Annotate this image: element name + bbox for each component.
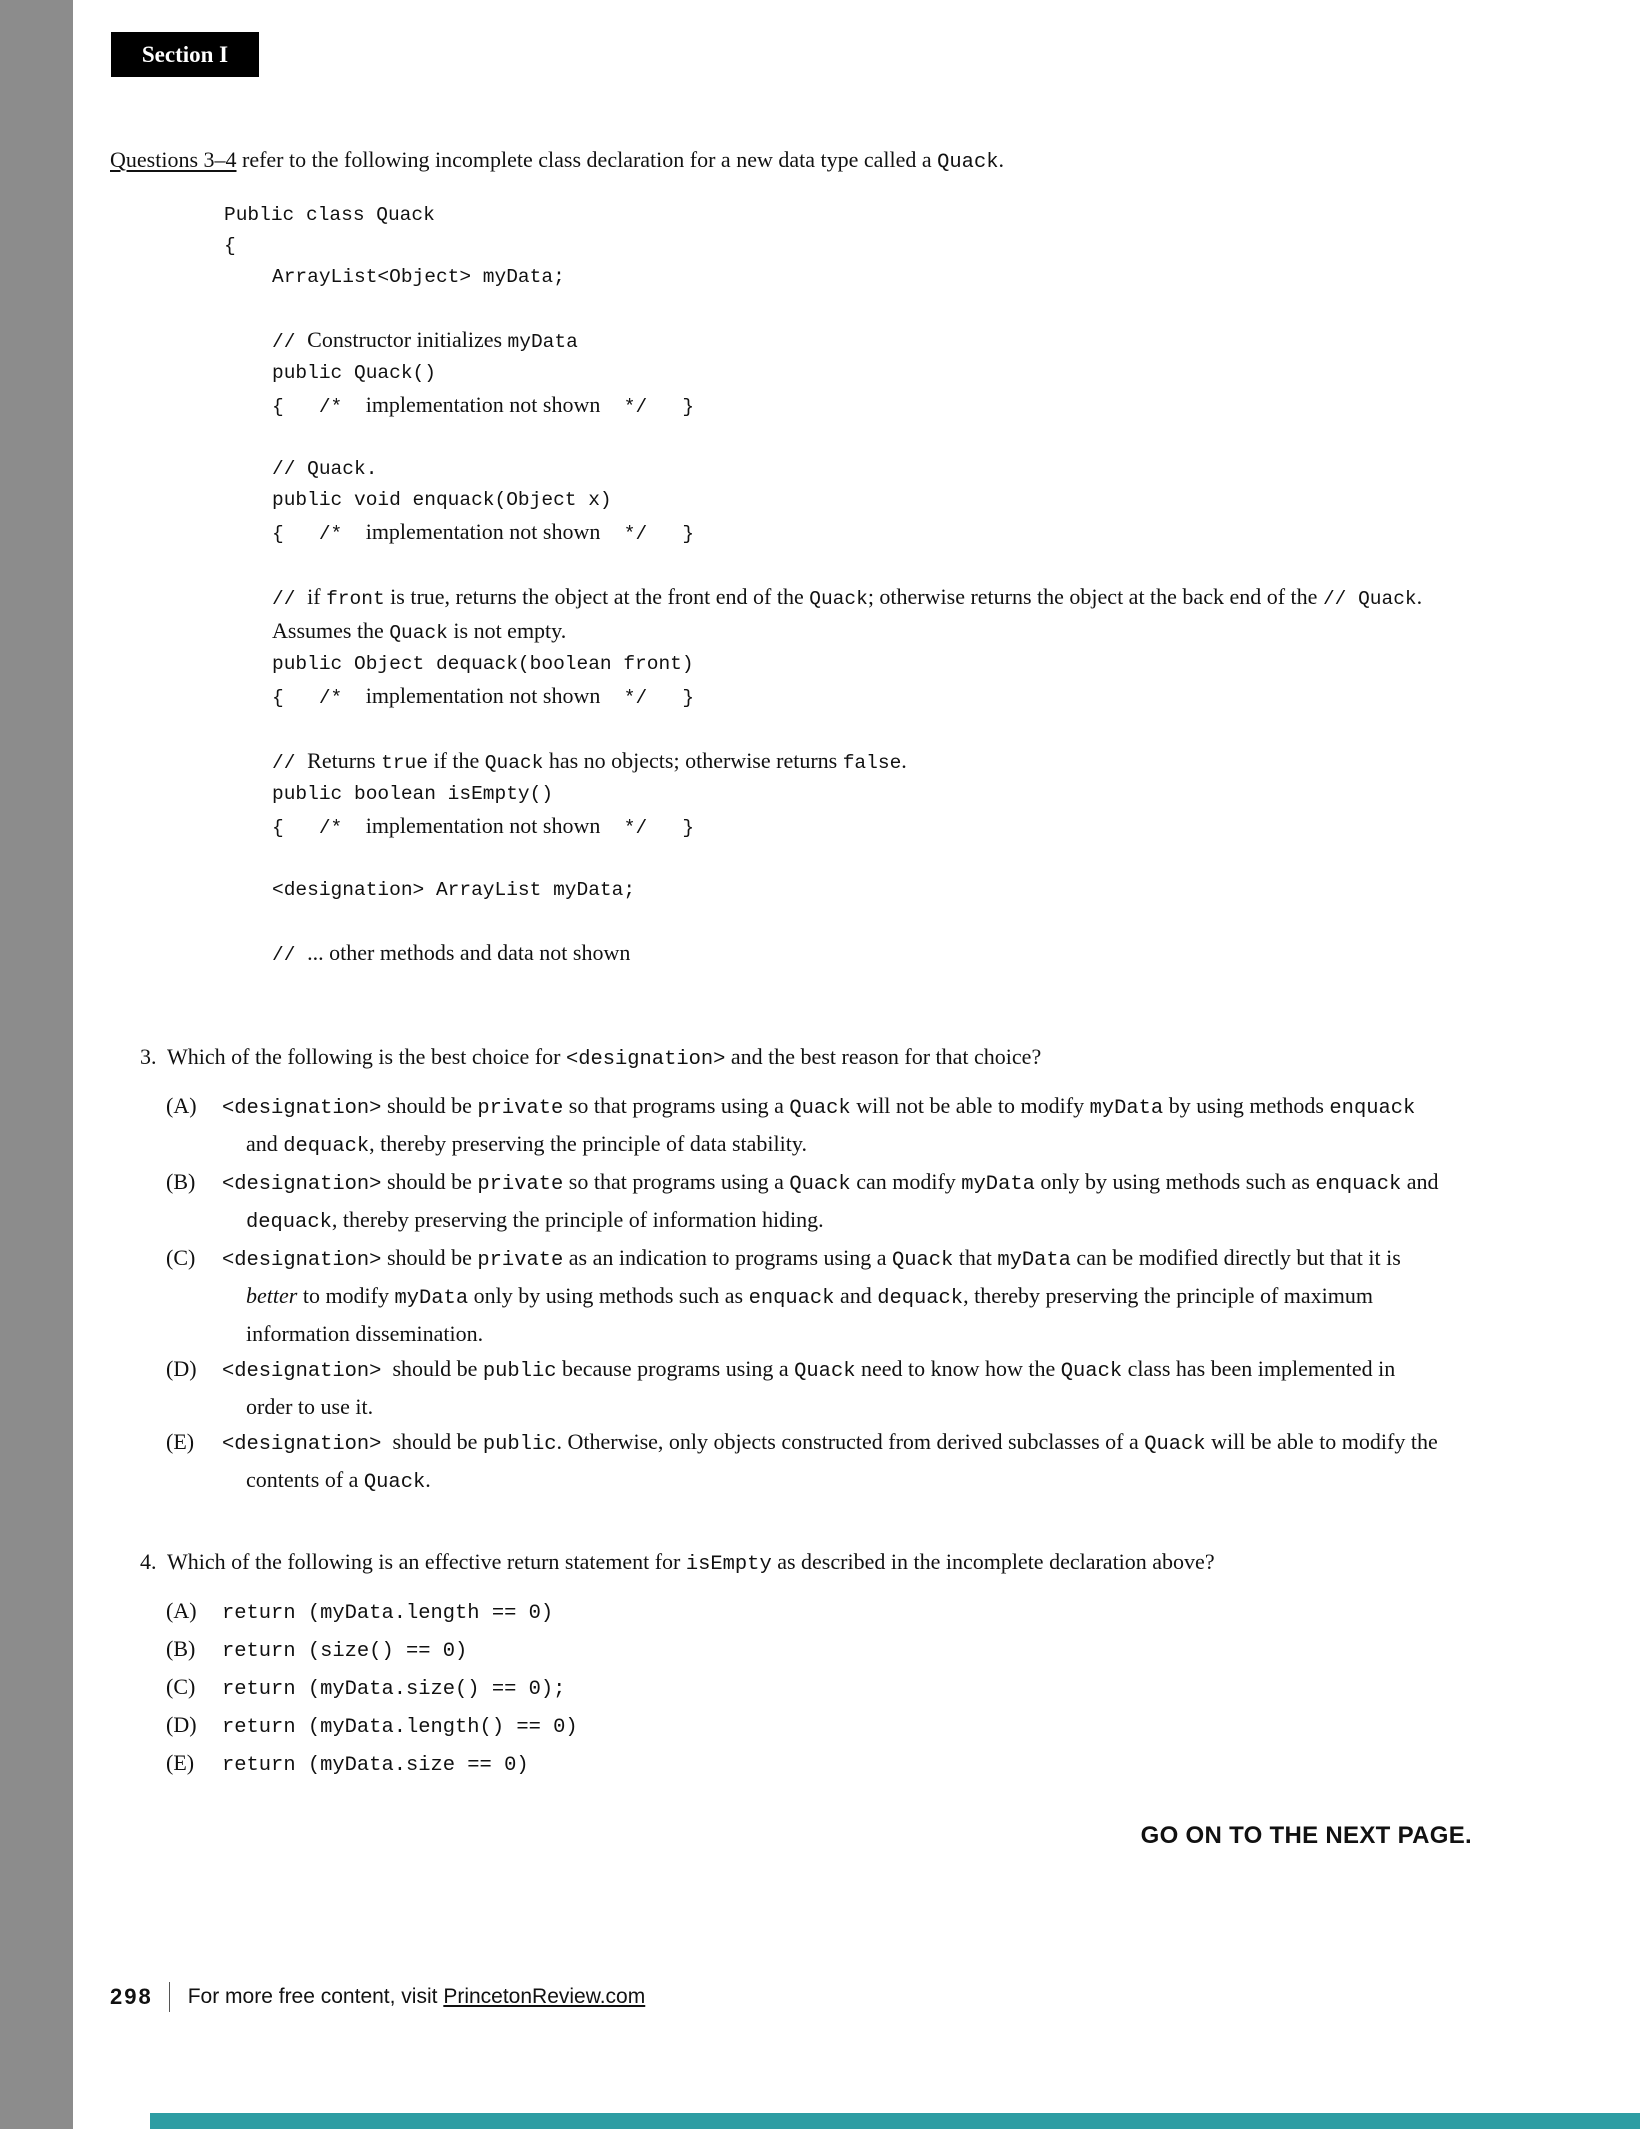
- code-text: Quack: [789, 1097, 851, 1120]
- answer-option: [166, 1707, 1440, 1745]
- option-text: [222, 1631, 1440, 1669]
- body-text: better: [246, 1283, 298, 1308]
- code-text: //: [272, 752, 308, 774]
- section-label: [111, 32, 259, 77]
- code-text: <designation>: [222, 1360, 382, 1383]
- option-text: [222, 1745, 1440, 1783]
- code-line: [224, 485, 1440, 516]
- body-text: can be modified directly but that it is: [1070, 1245, 1407, 1270]
- body-text: is not empty.: [447, 618, 567, 643]
- code-text: */ }: [600, 687, 695, 709]
- body-text: can modify: [850, 1169, 962, 1194]
- section-label-text: Section I: [141, 41, 229, 67]
- option-label: (A): [166, 1093, 197, 1118]
- code-text: public: [482, 1360, 557, 1383]
- body-text: should be: [381, 1356, 483, 1381]
- answer-option: [166, 1088, 1440, 1164]
- answer-option: [166, 1669, 1440, 1707]
- body-text: and: [1401, 1169, 1444, 1194]
- question-3-stem-row: [110, 1041, 1440, 1076]
- body-text: only by using methods such as: [468, 1283, 749, 1308]
- body-text: has no objects; otherwise returns: [543, 748, 843, 773]
- code-text: Public class Quack: [224, 204, 435, 226]
- option-text: [222, 1669, 1440, 1707]
- body-text: , thereby preserving the principle of information hiding.: [331, 1207, 824, 1232]
- body-text: because programs using a: [556, 1356, 795, 1381]
- answer-option: [166, 1745, 1440, 1783]
- answer-option: [166, 1240, 1440, 1351]
- option-label: (D): [166, 1356, 197, 1381]
- code-text: // Quack.: [272, 458, 378, 480]
- code-text: enquack: [748, 1287, 835, 1310]
- question-4-stem-row: [110, 1546, 1440, 1581]
- code-block: [224, 200, 1440, 971]
- question-3-number: 3.: [140, 1044, 157, 1069]
- code-blank-line: [224, 550, 1440, 581]
- body-text: implementation not shown: [365, 392, 601, 417]
- code-line: [224, 680, 1440, 714]
- code-text: dequack: [246, 1211, 332, 1234]
- code-text: Quack: [794, 1360, 856, 1383]
- body-text: Returns: [307, 748, 382, 773]
- code-text: // Quack: [1322, 588, 1417, 610]
- code-text: */ }: [600, 523, 695, 545]
- code-text: <designation>: [222, 1249, 382, 1272]
- code-text: public boolean isEmpty(): [272, 783, 554, 805]
- main-content: [110, 145, 1444, 1783]
- code-text: return (myData.length == 0): [222, 1602, 554, 1625]
- option-text: [222, 1707, 1440, 1745]
- body-text: Which of the following is an effective return statement for: [167, 1549, 686, 1574]
- code-text: return (myData.size == 0): [222, 1754, 529, 1777]
- option-text: [222, 1164, 1444, 1240]
- option-label: (A): [166, 1598, 197, 1623]
- code-blank-line: [224, 906, 1440, 937]
- answer-option: [166, 1424, 1444, 1500]
- code-text: //: [272, 331, 308, 353]
- option-text: [222, 1088, 1440, 1164]
- code-line: [224, 581, 1440, 649]
- code-text: { /*: [272, 523, 366, 545]
- code-text: myData: [394, 1287, 469, 1310]
- code-text: //: [272, 944, 308, 966]
- code-text: public: [482, 1433, 557, 1456]
- body-text: if: [307, 584, 327, 609]
- body-text: should be: [381, 1169, 478, 1194]
- code-text: Quack: [809, 588, 868, 610]
- code-text: enquack: [1329, 1097, 1416, 1120]
- body-text: , thereby preserving the principle of data stability.: [369, 1131, 807, 1156]
- option-label: (C): [166, 1674, 196, 1699]
- code-line: [224, 200, 1440, 231]
- body-text: should be: [381, 1093, 478, 1118]
- code-text: private: [477, 1173, 564, 1196]
- body-text: if the: [427, 748, 485, 773]
- code-line: [224, 262, 1440, 293]
- footer-divider: [169, 1982, 170, 2012]
- question-3: [110, 1041, 1444, 1500]
- code-text: myData: [997, 1249, 1071, 1272]
- code-text: Quack: [1060, 1360, 1123, 1383]
- body-text: .: [998, 147, 1004, 172]
- body-text: ; otherwise returns the object at the back end of the: [867, 584, 1323, 609]
- body-text: Which of the following is the best choice for: [167, 1044, 566, 1069]
- code-line: [224, 516, 1440, 550]
- body-text: and: [834, 1283, 878, 1308]
- body-text: ... other methods and data not shown: [307, 940, 631, 965]
- code-text: public Quack(): [272, 362, 436, 384]
- code-text: Quack: [484, 752, 544, 774]
- body-text: as described in the incomplete declaration above?: [771, 1549, 1215, 1574]
- code-text: private: [477, 1249, 564, 1272]
- code-text: { /*: [272, 396, 366, 418]
- code-text: Quack: [1144, 1433, 1206, 1456]
- bottom-teal-bar: [150, 2113, 1640, 2129]
- code-text: Quack: [891, 1249, 954, 1272]
- option-label: (B): [166, 1169, 196, 1194]
- body-text: so that programs using a: [563, 1169, 790, 1194]
- body-text: will not be able to modify: [850, 1093, 1090, 1118]
- code-line: [224, 454, 1440, 485]
- code-text: enquack: [1315, 1173, 1402, 1196]
- option-label: (E): [166, 1750, 195, 1775]
- intro-paragraph: [110, 145, 1440, 178]
- code-text: ArrayList<Object> myData;: [272, 266, 565, 288]
- code-text: <designation> ArrayList myData;: [272, 879, 636, 901]
- code-text: { /*: [272, 687, 366, 709]
- code-text: return (myData.size() == 0);: [222, 1678, 566, 1701]
- code-line: [224, 779, 1440, 810]
- answer-option: [166, 1631, 1440, 1669]
- answer-option: [166, 1593, 1440, 1631]
- code-line: [224, 937, 1440, 971]
- option-text: [222, 1351, 1440, 1424]
- question-4-options: [166, 1593, 1440, 1783]
- page-footer: [110, 1982, 645, 2012]
- body-text: . Assumes the: [272, 584, 1432, 643]
- code-text: myData: [1089, 1097, 1164, 1120]
- body-text: implementation not shown: [365, 519, 601, 544]
- answer-option: [166, 1351, 1440, 1424]
- left-gray-bar: [0, 0, 73, 2129]
- footer-link[interactable]: PrincetonReview.com: [443, 1985, 646, 2008]
- code-text: public Object dequack(boolean front): [272, 653, 694, 675]
- code-text: isEmpty: [685, 1553, 772, 1576]
- code-text: true: [381, 752, 428, 774]
- code-text: dequack: [283, 1135, 370, 1158]
- go-on-instruction: GO ON TO THE NEXT PAGE.: [1140, 1822, 1472, 1849]
- code-text: Quack: [363, 1471, 426, 1494]
- code-blank-line: [224, 714, 1440, 745]
- body-text: refer to the following incomplete class declaration for a new data type called a: [236, 147, 938, 172]
- code-text: <designation>: [222, 1173, 382, 1196]
- code-text: public void enquack(Object x): [272, 489, 612, 511]
- question-4-stem: [167, 1546, 1440, 1581]
- footer-text: [188, 1985, 646, 2009]
- code-text: front: [326, 588, 385, 610]
- body-text: as an indication to programs using a: [563, 1245, 892, 1270]
- code-text: private: [477, 1097, 564, 1120]
- body-text: will be able to modify the contents of a: [246, 1429, 1444, 1492]
- body-text: and: [246, 1093, 1421, 1156]
- code-text: myData: [507, 331, 578, 353]
- code-text: false: [842, 752, 902, 774]
- option-label: (B): [166, 1636, 196, 1661]
- code-text: <designation>: [565, 1048, 726, 1071]
- body-text: .: [901, 748, 907, 773]
- body-text: , thereby preserving the principle of maximum information dissemination.: [246, 1283, 1379, 1346]
- code-line: [224, 389, 1440, 423]
- option-label: (C): [166, 1245, 196, 1270]
- body-text: to modify: [297, 1283, 395, 1308]
- body-text: by using methods: [1163, 1093, 1330, 1118]
- code-blank-line: [224, 844, 1440, 875]
- code-blank-line: [224, 293, 1440, 324]
- option-label: (D): [166, 1712, 197, 1737]
- code-text: //: [272, 588, 308, 610]
- body-text: that: [953, 1245, 998, 1270]
- option-text: [222, 1424, 1444, 1500]
- code-text: Quack: [389, 622, 448, 644]
- code-text: <designation>: [222, 1097, 382, 1120]
- body-text: only by using methods such as: [1034, 1169, 1316, 1194]
- code-text: dequack: [877, 1287, 964, 1310]
- footer-text-label: For more free content, visit: [187, 1985, 444, 2008]
- body-text: class has been implemented in order to use it.: [246, 1356, 1401, 1419]
- code-line: [224, 875, 1440, 906]
- code-line: [224, 649, 1440, 680]
- body-text: .: [425, 1467, 431, 1492]
- code-text: { /*: [272, 817, 366, 839]
- option-text: [222, 1593, 1440, 1631]
- code-text: return (size() == 0): [222, 1640, 468, 1663]
- body-text: Constructor initializes: [307, 327, 508, 352]
- code-line: [224, 324, 1440, 358]
- code-line: [224, 745, 1440, 779]
- question-4-number: 4.: [140, 1549, 157, 1574]
- page-number: 298: [110, 1984, 153, 2009]
- question-3-stem: [167, 1041, 1440, 1076]
- code-text: return (myData.length() == 0): [222, 1716, 578, 1739]
- body-text: implementation not shown: [365, 683, 601, 708]
- body-text: and the best reason for that choice?: [725, 1044, 1042, 1069]
- question-4: [110, 1546, 1440, 1783]
- code-text: <designation>: [222, 1433, 382, 1456]
- code-text: {: [224, 235, 236, 257]
- question-3-options: [166, 1088, 1444, 1500]
- code-blank-line: [224, 423, 1440, 454]
- body-text: should be: [381, 1429, 483, 1454]
- option-text: [222, 1240, 1440, 1351]
- body-text: Questions 3–4: [110, 147, 237, 172]
- code-text: */ }: [600, 396, 695, 418]
- code-line: [224, 810, 1440, 844]
- answer-option: [166, 1164, 1444, 1240]
- code-text: myData: [961, 1173, 1035, 1196]
- code-text: */ }: [600, 817, 695, 839]
- code-text: Quack: [937, 151, 999, 174]
- code-line: [224, 231, 1440, 262]
- body-text: implementation not shown: [365, 813, 601, 838]
- body-text: need to know how the: [855, 1356, 1061, 1381]
- option-label: (E): [166, 1429, 195, 1454]
- body-text: should be: [381, 1245, 478, 1270]
- code-text: Quack: [789, 1173, 851, 1196]
- body-text: . Otherwise, only objects constructed from derived subclasses of a: [556, 1429, 1145, 1454]
- code-line: [224, 358, 1440, 389]
- body-text: so that programs using a: [563, 1093, 790, 1118]
- body-text: is true, returns the object at the front end of the: [384, 584, 810, 609]
